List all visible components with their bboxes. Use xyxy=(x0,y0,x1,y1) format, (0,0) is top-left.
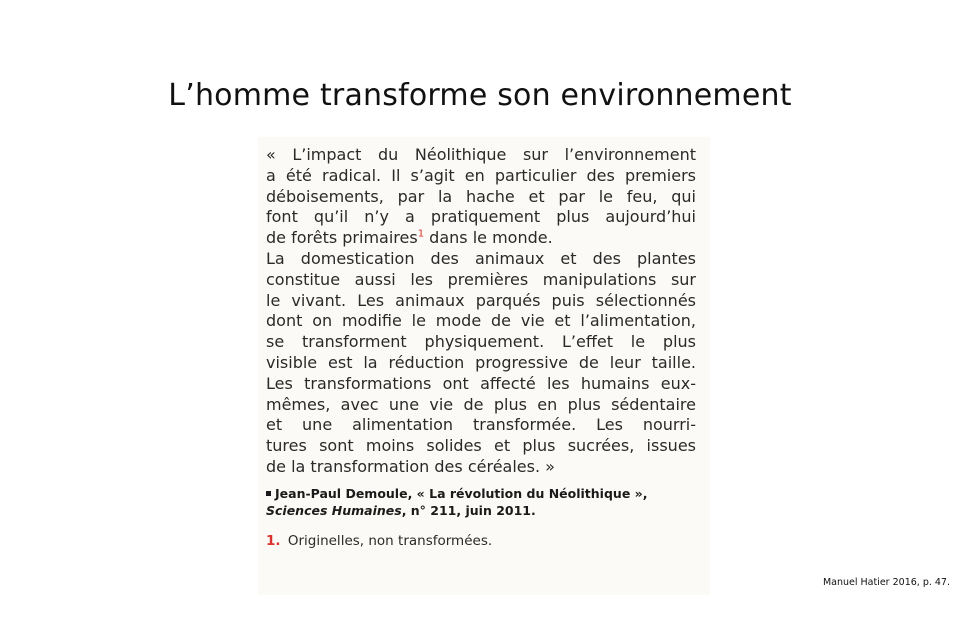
citation xyxy=(266,485,696,519)
quote-line: Les transformations ont affecté les humains eux- xyxy=(266,373,696,393)
quote-line: et une alimentation transformée. Les nourri- xyxy=(266,415,696,435)
quote-line: tures sont moins solides et plus sucrées, issues xyxy=(266,436,696,456)
citation-line-1 xyxy=(266,485,696,502)
quote-text xyxy=(266,145,696,478)
citation-line-2 xyxy=(266,502,696,519)
quote-line: « L’impact du Néolithique sur l’environnement xyxy=(266,145,696,164)
slide-title: L’homme transforme son environnement xyxy=(168,78,792,113)
quote-line: le vivant. Les animaux parqués puis sélectionnés xyxy=(266,290,696,310)
quote-text-segment: dans le monde. xyxy=(424,228,553,248)
textbook-excerpt xyxy=(258,137,710,595)
quote-line: de la transformation des céréales. » xyxy=(266,456,555,476)
bullet-icon xyxy=(266,491,271,496)
footnote-text: Originelles, non transformées. xyxy=(287,532,493,549)
footnote xyxy=(266,533,696,549)
quote-line: déboisements, par la hache et par le feu, qui xyxy=(266,186,696,206)
citation-author-title: Jean-Paul Demoule, « La révolution du Néolithique », xyxy=(275,485,648,501)
quote-line: a été radical. Il s’agit en particulier des premiers xyxy=(266,165,696,185)
quote-line: La domestication des animaux et des plantes xyxy=(266,248,696,268)
quote-line: mêmes, avec une vie de plus en plus sédentaire xyxy=(266,394,696,414)
citation-details: , n° 211, juin 2011. xyxy=(401,502,536,518)
quote-text-segment: de forêts primaires xyxy=(266,228,418,248)
source-reference: Manuel Hatier 2016, p. 47. xyxy=(822,577,950,588)
quote-line: font qu’il n’y a pratiquement plus aujourd’hui xyxy=(266,207,696,227)
footnote-number: 1. xyxy=(266,532,281,549)
quote-line: constitue aussi les premières manipulations sur xyxy=(266,269,696,289)
quote-line: visible est la réduction progressive de leur taille. xyxy=(266,352,696,372)
quote-line: se transforment physiquement. L’effet le plus xyxy=(266,332,696,352)
footnote-marker: 1 xyxy=(417,228,425,240)
quote-line: dont on modifie le mode de vie et l’alimentation, xyxy=(266,311,696,331)
citation-journal: Sciences Humaines xyxy=(266,502,402,518)
quote-line xyxy=(266,228,696,249)
